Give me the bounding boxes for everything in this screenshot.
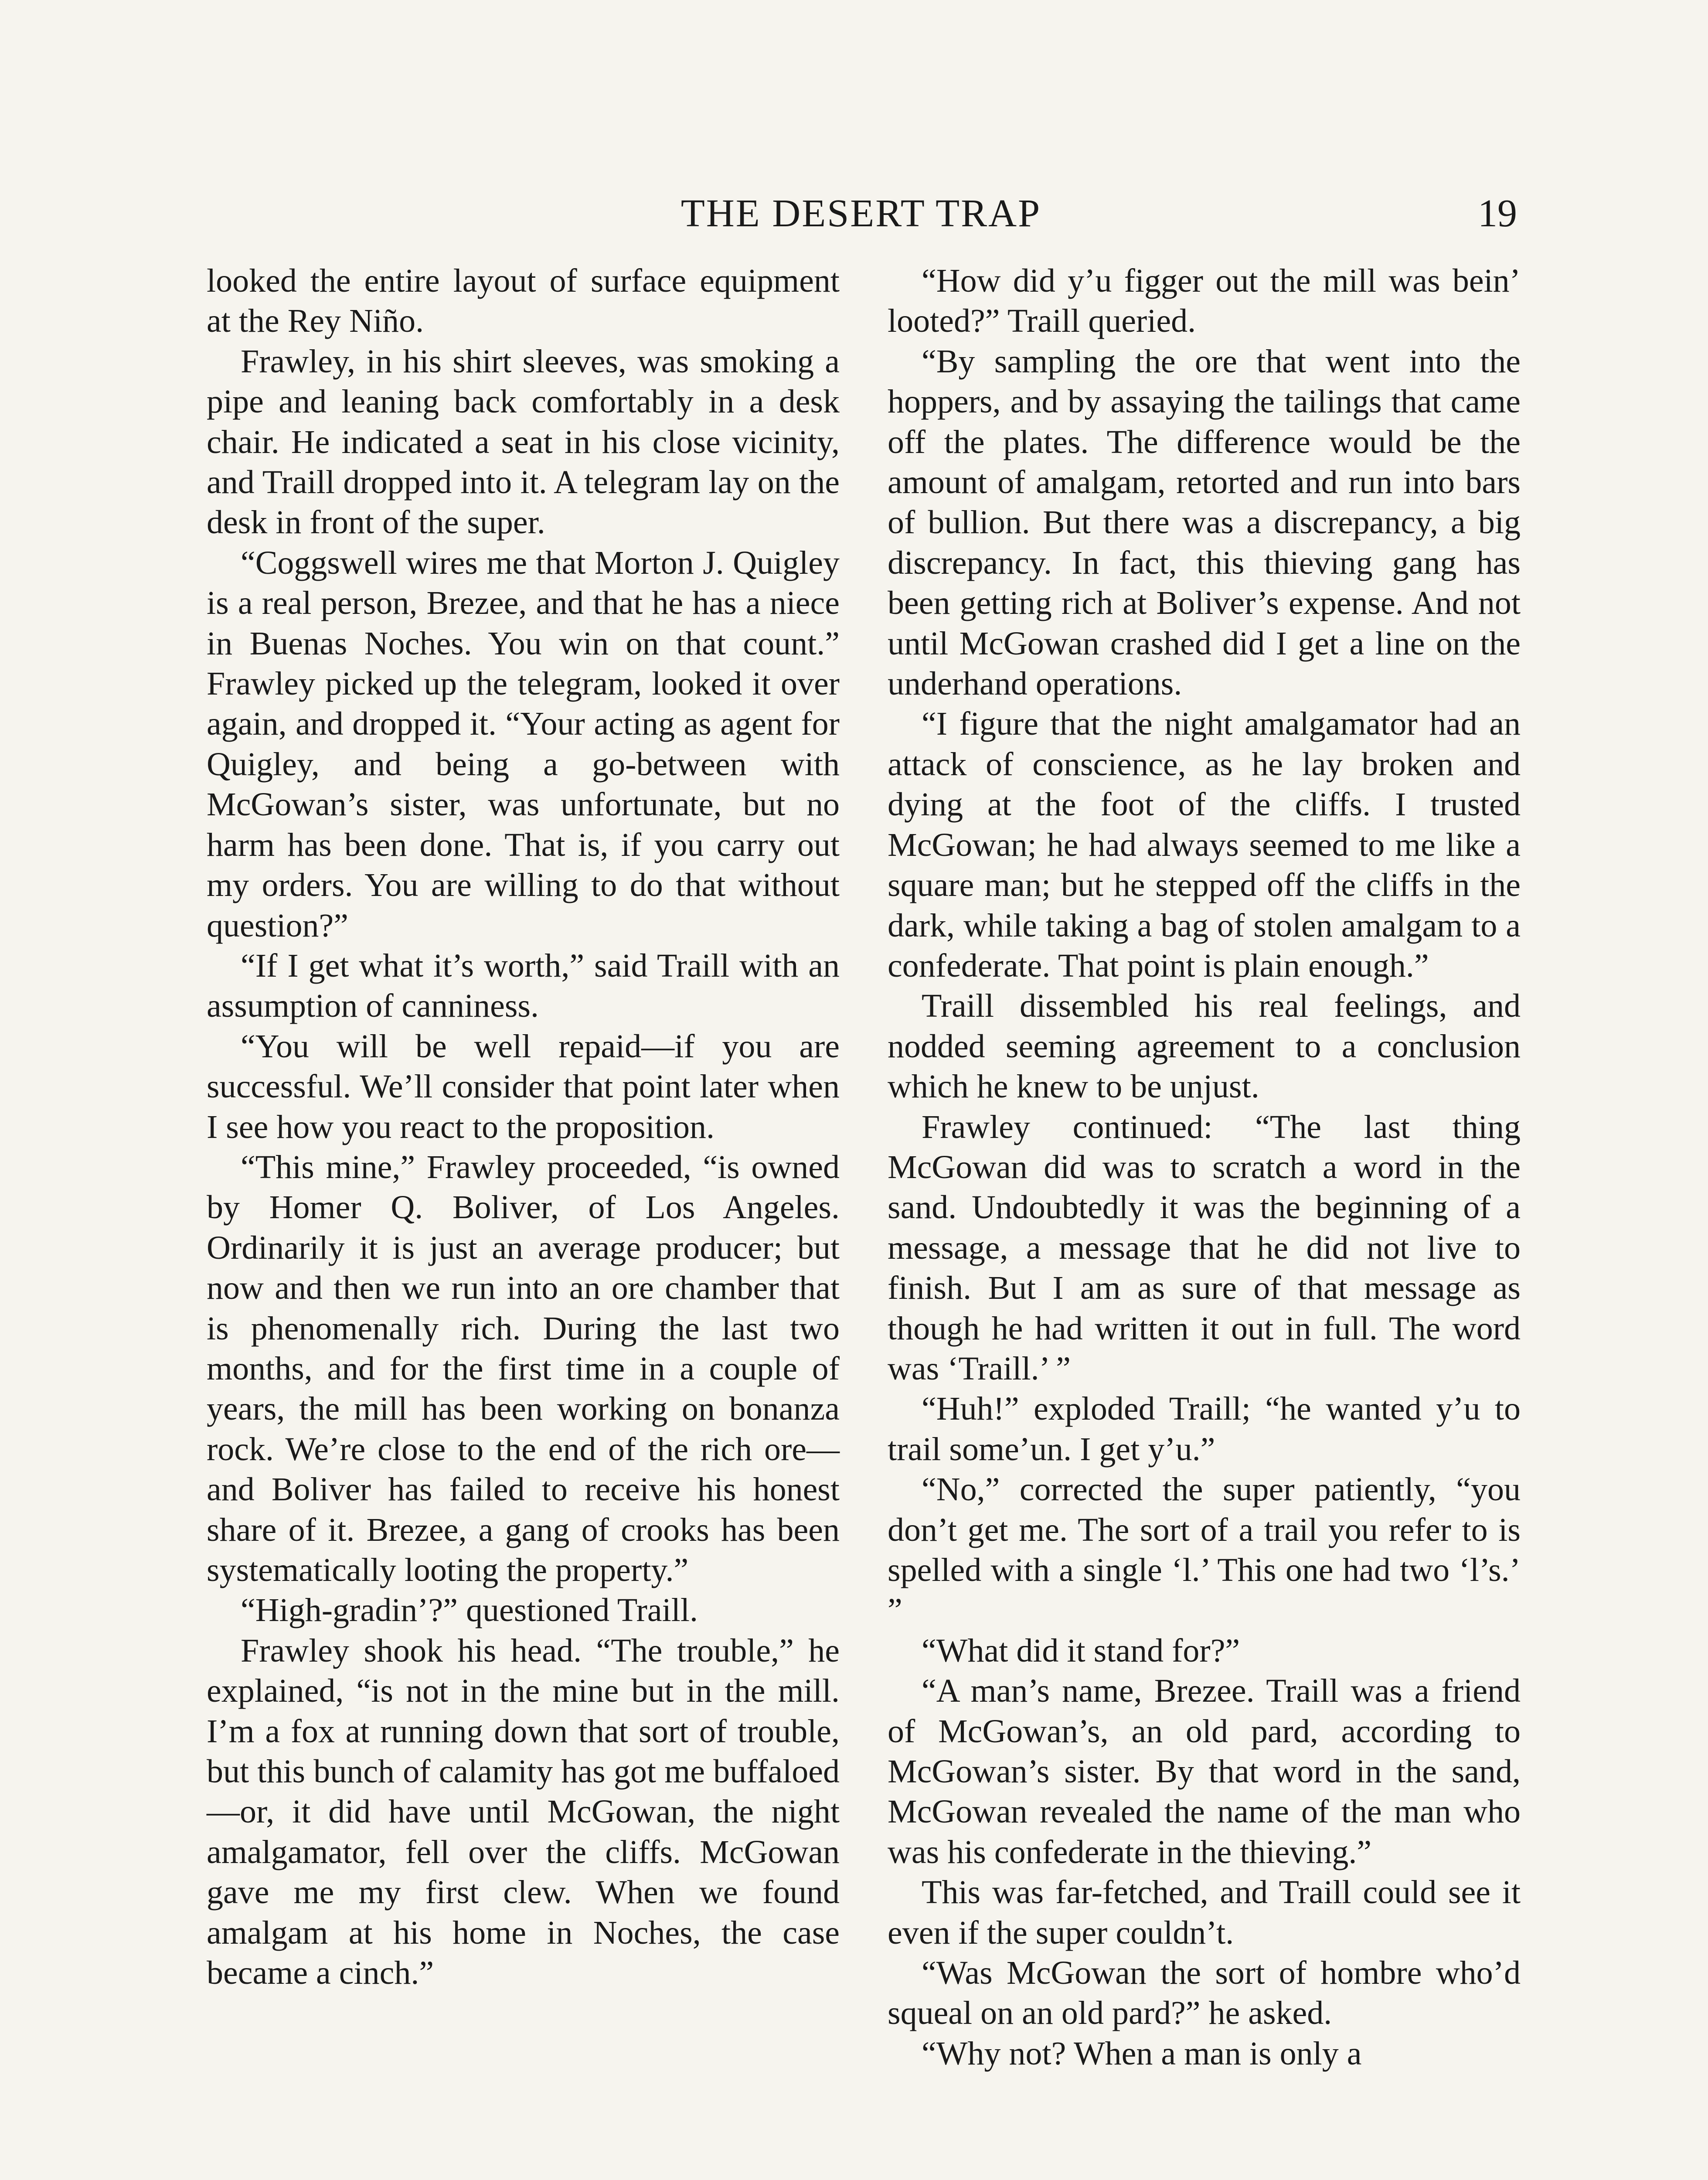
running-head: THE DESERT TRAP — [680, 192, 1041, 235]
paragraph: This was far-fetched, and Traill could see it even if the super couldn’t. — [888, 1874, 1521, 1951]
paragraph: “What did it stand for?” — [922, 1632, 1240, 1669]
page-header — [205, 185, 1517, 242]
paragraph: Traill dissembled his real feelings, and nodded seeming agreement to a conclusion which he knew to be unjust. — [888, 988, 1521, 1105]
paragraph: “Huh!” exploded Traill; “he wanted y’u to trail some’un. I get y’u.” — [888, 1390, 1521, 1468]
paragraph: “By sampling the ore that went into the hoppers, and by assaying the tailings that came off the plates. The difference would be the amount of amalgam, retorted and run into bars of bullion. But there was a discrepancy, a big discrepancy. In fact, this thieving gang has been getting rich at Boliver’s expense. And not until McGowan crashed did I get a line on the underhand operations. — [888, 343, 1521, 702]
paragraph: “Was McGowan the sort of hombre who’d squeal on an old pard?” he asked. — [888, 1955, 1521, 2032]
left-column — [207, 261, 840, 1993]
paragraph: “A man’s name, Brezee. Traill was a friend of McGowan’s, an old pard, according to McGowan’s sister. By that word in the sand, McGowan revealed the name of the man who was his confederate in the thieving.” — [888, 1672, 1521, 1870]
paragraph: “How did y’u figger out the mill was bein’ looted?” Traill queried. — [888, 262, 1521, 340]
paragraph: “Why not? When a man is only a — [922, 2035, 1362, 2072]
paragraph: “High-gradin’?” questioned Traill. — [241, 1592, 698, 1629]
paragraph: “If I get what it’s worth,” said Traill with an assumption of canniness. — [207, 947, 840, 1025]
paragraph: looked the entire layout of surface equipment at the Rey Niño. — [207, 262, 840, 340]
paragraph: “I figure that the night amalgamator had an attack of conscience, as he lay broken and dying at the foot of the cliffs. I trusted McGowan; he had always seemed to me like a square man; but he stepped off the cliffs in the dark, while taking a bag of stolen amalgam to a confederate. That point is plain enough.” — [888, 705, 1521, 984]
paragraph: Frawley continued: “The last thing McGowan did was to scratch a word in the sand. Undoubtedly it was the beginning of a message, a message that he did not live to finish. But I am as sure of that message as though he had written it out in full. The word was ‘Traill.’ ” — [888, 1108, 1521, 1387]
paragraph: Frawley shook his head. “The trouble,” he explained, “is not in the mine but in the mill. I’m a fox at running down that sort of trouble, but this bunch of calamity has got me buffaloed—or, it did have until McGowan, the night amalgamator, fell over the cliffs. McGowan gave me my first clew. When we found amalgam at his home in Noches, the case became a cinch.” — [207, 1632, 840, 1992]
paragraph: “No,” corrected the super patiently, “you don’t get me. The sort of a trail you refer to is spelled with a single ‘l.’ This one had two ‘l’s.’ ” — [888, 1471, 1521, 1629]
page-number: 19 — [1478, 192, 1517, 235]
paragraph: Frawley, in his shirt sleeves, was smoking a pipe and leaning back comfortably in a desk chair. He indicated a seat in his close vicinity, and Traill dropped into it. A telegram lay on the desk in front of the super. — [207, 343, 840, 541]
paragraph: “This mine,” Frawley proceeded, “is owned by Homer Q. Boliver, of Los Angeles. Ordinarily it is just an average producer; but now and then we run into an ore chamber that is phenomenally rich. During the last two months, and for the first time in a couple of years, the mill has been working on bonanza rock. We’re close to the end of the rich ore—and Boliver has failed to receive his honest share of it. Brezee, a gang of crooks has been systematically looting the property.” — [207, 1148, 840, 1588]
right-column — [888, 261, 1521, 2074]
paragraph: “Coggswell wires me that Morton J. Quigley is a real person, Brezee, and that he has a niece in Buenas Noches. You win on that count.” Frawley picked up the telegram, looked it over again, and dropped it. “Your acting as agent for Quigley, and being a go-between with McGowan’s sister, was unfortunate, but no harm has been done. That is, if you carry out my orders. You are willing to do that without question?” — [207, 544, 840, 944]
paragraph: “You will be well repaid—if you are successful. We’ll consider that point later when I see how you react to the proposition. — [207, 1028, 840, 1145]
